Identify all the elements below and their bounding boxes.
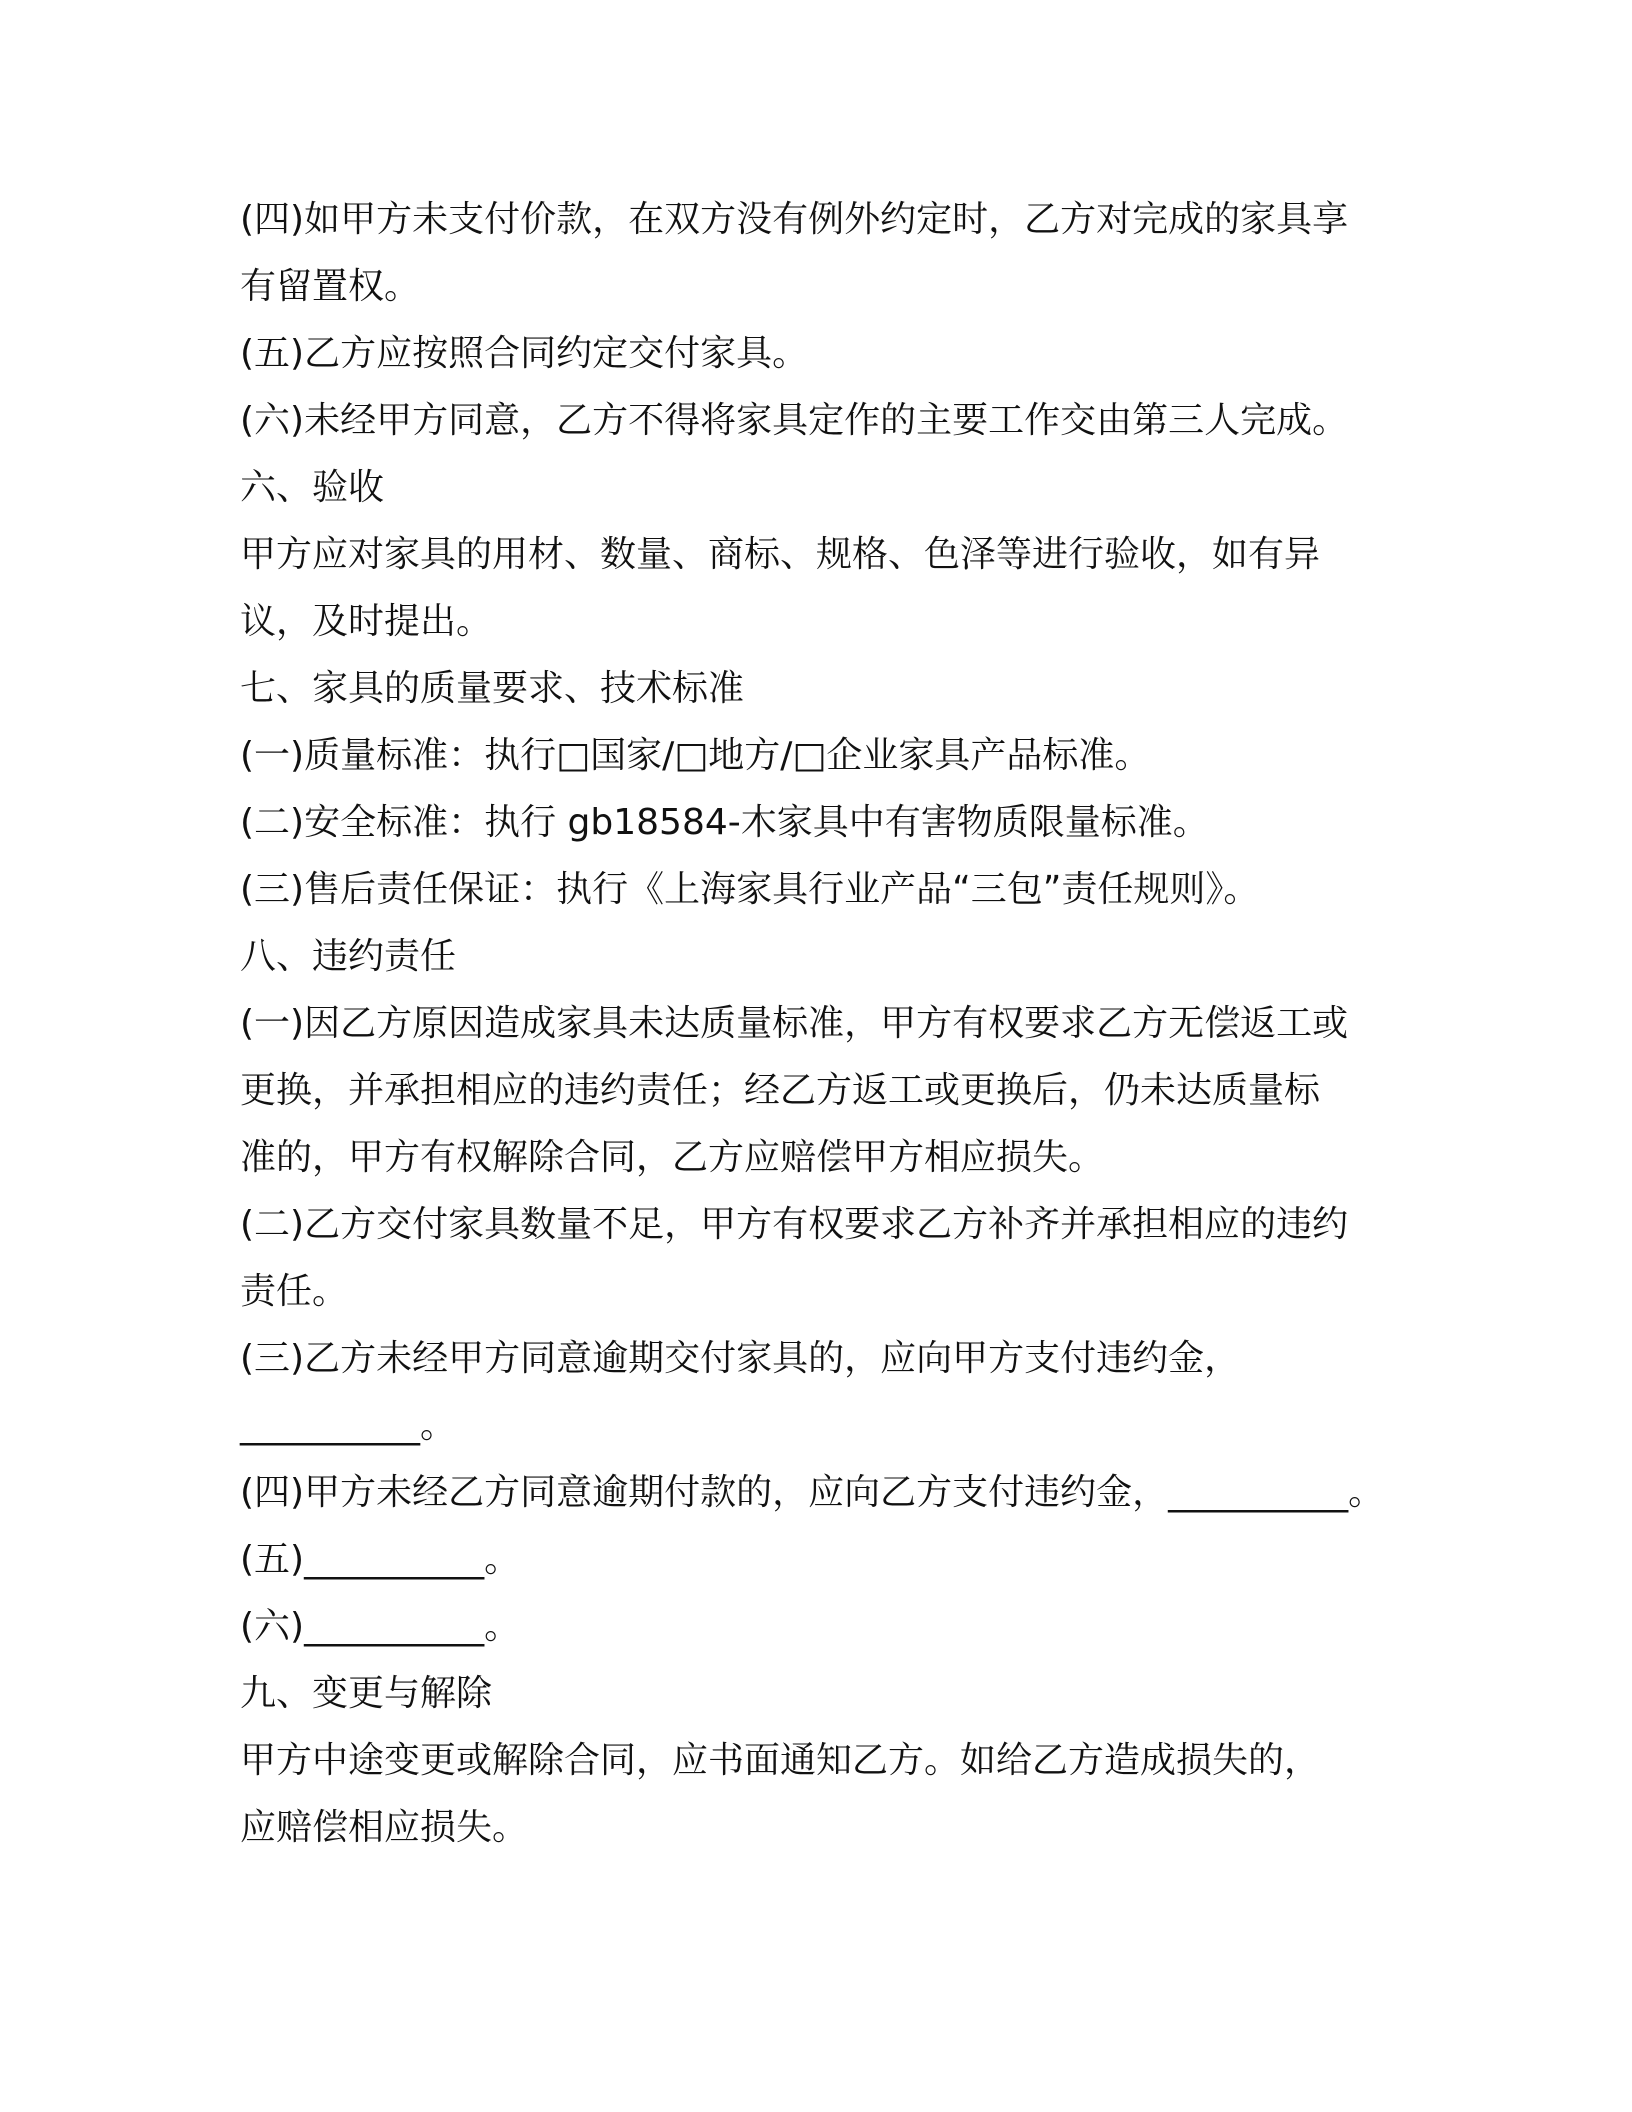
section-9-heading: 九、变更与解除	[240, 1673, 493, 1714]
section-6-heading: 六、验收	[240, 467, 385, 508]
safety-standard-clause: (二)安全标准：执行 gb18584-木家具中有害物质限量标准。	[240, 802, 1209, 843]
clause-4-retention-line-1: (四)如甲方未支付价款，在双方没有例外约定时，乙方对完成的家具享	[240, 199, 1349, 240]
inspection-paragraph-line-1: 甲方应对家具的用材、数量、商标、规格、色泽等进行验收，如有异	[240, 534, 1321, 575]
breach-clause-2-line-2: 责任。	[240, 1271, 349, 1312]
clause-6-subcontract: (六)未经甲方同意，乙方不得将家具定作的主要工作交由第三人完成。	[240, 400, 1349, 441]
after-sales-clause: (三)售后责任保证：执行《上海家具行业产品“三包”责任规则》。	[240, 869, 1260, 910]
breach-clause-1-line-1: (一)因乙方原因造成家具未达质量标准，甲方有权要求乙方无偿返工或	[240, 1003, 1349, 1044]
breach-clause-5-blank: (五)__________。	[240, 1539, 521, 1580]
termination-paragraph-line-2: 应赔偿相应损失。	[240, 1807, 529, 1848]
section-8-heading: 八、违约责任	[240, 936, 457, 977]
inspection-paragraph-line-2: 议，及时提出。	[240, 601, 493, 642]
breach-clause-1-line-3: 准的，甲方有权解除合同，乙方应赔偿甲方相应损失。	[240, 1137, 1105, 1178]
termination-paragraph-line-1: 甲方中途变更或解除合同，应书面通知乙方。如给乙方造成损失的，	[240, 1740, 1321, 1781]
breach-clause-6-blank: (六)__________。	[240, 1606, 521, 1647]
clause-5-delivery: (五)乙方应按照合同约定交付家具。	[240, 333, 809, 374]
breach-clause-2-line-1: (二)乙方交付家具数量不足，甲方有权要求乙方补齐并承担相应的违约	[240, 1204, 1349, 1245]
section-7-heading: 七、家具的质量要求、技术标准	[240, 668, 745, 709]
breach-clause-4: (四)甲方未经乙方同意逾期付款的，应向乙方支付违约金，__________。	[240, 1472, 1385, 1513]
breach-clause-3-blank: __________。	[240, 1405, 457, 1446]
quality-standard-clause: (一)质量标准：执行□国家/□地方/□企业家具产品标准。	[240, 735, 1151, 776]
breach-clause-3-line-1: (三)乙方未经甲方同意逾期交付家具的，应向甲方支付违约金，	[240, 1338, 1241, 1379]
clause-4-retention-line-2: 有留置权。	[240, 266, 421, 307]
document-body	[240, 186, 1440, 1861]
breach-clause-1-line-2: 更换，并承担相应的违约责任；经乙方返工或更换后，仍未达质量标	[240, 1070, 1321, 1111]
